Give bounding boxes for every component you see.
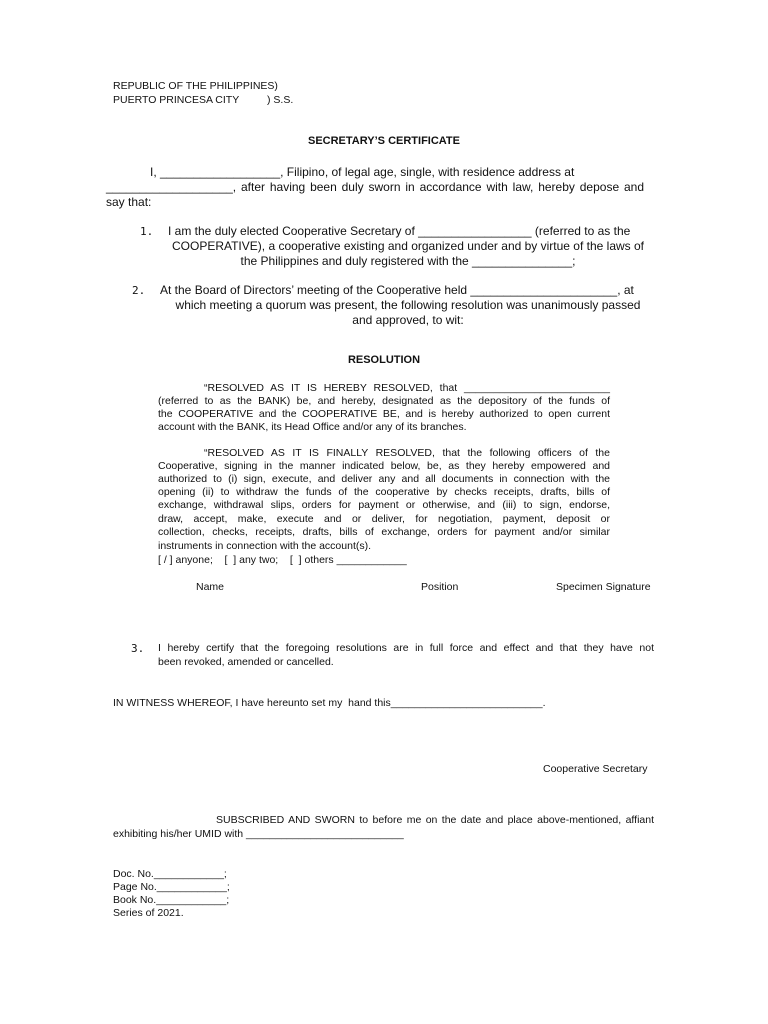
item-1-line-1: I am the duly elected Cooperative Secretary of _________________ (referred to as the: [168, 224, 631, 238]
resolution-heading: RESOLUTION: [347, 354, 421, 366]
resolution-2-line-2: Cooperative, signing in the manner indicated below, be, as they hereby empowered and: [158, 460, 610, 472]
item-2-line-2: which meeting a quorum was present, the following resolution was unanimously passed: [175, 298, 641, 312]
document-title: SECRETARY’S CERTIFICATE: [308, 135, 460, 147]
venue-ss: ) S.S.: [267, 94, 294, 106]
intro-line-2: ___________________, after having been duly sworn in accordance with law, hereby depose and: [106, 180, 644, 194]
resolution-1-line-1: “RESOLVED AS IT IS HEREBY RESOLVED, that _________________________: [204, 382, 610, 394]
intro-line-3: say that:: [106, 195, 152, 209]
book-number: Book No.____________;: [113, 894, 230, 906]
resolution-1-line-2: (referred to as the BANK) be, and hereby, designated as the depository of the funds of: [158, 395, 610, 407]
item-3-number: 3.: [131, 642, 145, 655]
resolution-2-line-4: opening (ii) to withdraw the funds of the cooperative by checks receipts, drafts, bills of: [158, 486, 610, 498]
column-name: Name: [196, 581, 225, 593]
column-specimen-signature: Specimen Signature: [556, 581, 651, 593]
resolution-2-line-3: authorized to (i) sign, execute, and deliver any and all documents in connection with the: [158, 473, 610, 485]
signatory-title: Cooperative Secretary: [543, 763, 648, 775]
resolution-2-line-1: “RESOLVED AS IT IS FINALLY RESOLVED, that the following officers of the: [204, 447, 610, 459]
resolution-2-line-8: instruments in connection with the account(s).: [158, 540, 372, 552]
column-position: Position: [421, 581, 459, 593]
resolution-1-line-4: account with the BANK, its Head Office and/or any of its branches.: [158, 421, 467, 433]
series-year: Series of 2021.: [113, 907, 184, 919]
item-1-line-3: the Philippines and duly registered with the _______________;: [240, 254, 576, 268]
resolution-1-line-3: the COOPERATIVE and the COOPERATIVE BE, and is hereby authorized to open current: [158, 408, 610, 420]
item-1-line-2: COOPERATIVE), a cooperative existing and organized under and by virtue of the laws of: [171, 239, 645, 253]
item-1-number: 1.: [140, 225, 154, 238]
venue-line-1: REPUBLIC OF THE PHILIPPINES): [113, 80, 278, 92]
item-3-line-1: I hereby certify that the foregoing resolutions are in full force and effect and that they have not: [158, 642, 654, 654]
item-2-number: 2.: [132, 284, 146, 297]
intro-line-1: I, __________________, Filipino, of legal age, single, with residence address at: [150, 165, 575, 179]
page-number: Page No.____________;: [113, 881, 230, 893]
resolution-2-line-6: draw, accept, make, execute and or deliver, for negotiation, payment, deposit or: [158, 513, 610, 525]
doc-number: Doc. No.____________;: [113, 868, 227, 880]
resolution-2-line-7: collection, checks, receipts, drafts, bills of exchange, orders for payment and/or similar: [158, 526, 610, 538]
witness-clause: IN WITNESS WHEREOF, I have hereunto set my hand this__________________________.: [113, 697, 546, 709]
item-2-line-1: At the Board of Directors’ meeting of the Cooperative held ______________________, at: [160, 283, 634, 297]
signing-options: [ / ] anyone; [ ] any two; [ ] others ____________: [158, 554, 407, 566]
item-2-line-3: and approved, to wit:: [352, 313, 464, 327]
jurat-line-1: SUBSCRIBED AND SWORN to before me on the date and place above-mentioned, affiant: [216, 814, 654, 826]
jurat-line-2: exhibiting his/her UMID with ___________________________: [113, 828, 404, 840]
resolution-2-line-5: exchange, withdrawal slips, orders for payment or otherwise, and (iii) to sign, endorse,: [158, 499, 610, 511]
venue-city: PUERTO PRINCESA CITY: [113, 94, 240, 106]
item-3-line-2: been revoked, amended or cancelled.: [158, 656, 334, 668]
